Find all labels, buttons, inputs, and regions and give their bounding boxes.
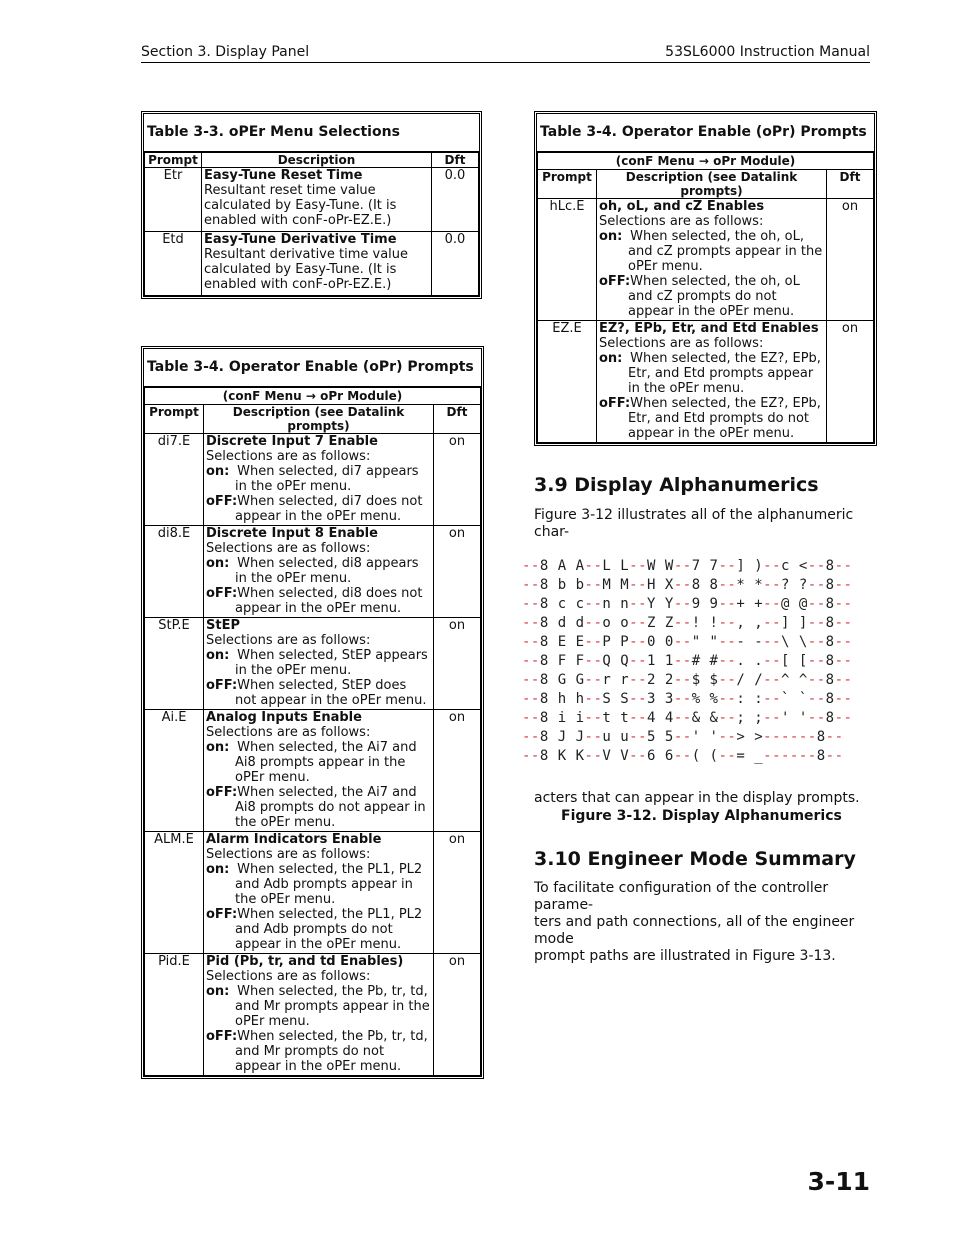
- column-header: Prompt: [145, 153, 202, 168]
- page-header: [141, 44, 870, 63]
- description-cell: [204, 526, 434, 618]
- row-title: EZ?, EPb, Etr, and Etd Enables: [599, 321, 819, 336]
- prompt-cell: EZ.E: [538, 321, 597, 443]
- row-title: Easy-Tune Reset Time: [204, 168, 363, 183]
- table-row: [145, 618, 481, 710]
- description-cell: [204, 710, 434, 832]
- table-row: [145, 954, 481, 1076]
- option-key: oFF:: [206, 907, 238, 922]
- page-number: 3-11: [807, 1167, 870, 1196]
- option-text: When selected, di8 appears in the oPEr menu.: [235, 556, 419, 586]
- option-key: on:: [206, 984, 230, 999]
- table-row: [538, 199, 874, 321]
- prompt-cell: Ai.E: [145, 710, 204, 832]
- selections-intro: Selections are as follows:: [206, 633, 371, 648]
- column-header: Description (see Datalink prompts): [597, 170, 827, 199]
- section-paragraph: acters that can appear in the display prompts.: [534, 790, 860, 806]
- option-key: oFF:: [206, 494, 238, 509]
- paragraph-line: ters and path connections, all of the engineer mode: [534, 914, 855, 947]
- row-title: StEP: [206, 618, 240, 633]
- description-line: Resultant derivative time value: [204, 247, 409, 262]
- row-title: Discrete Input 7 Enable: [206, 434, 378, 449]
- option-on: [206, 984, 431, 1029]
- option-off: [206, 678, 431, 708]
- default-cell: on: [827, 321, 874, 443]
- option-text: When selected, StEP does not appear in the oPEr menu.: [235, 678, 427, 708]
- option-text: When selected, di7 appears in the oPEr menu.: [235, 464, 419, 494]
- table-row: [538, 321, 874, 443]
- description-line: calculated by Easy-Tune. (It is: [204, 198, 397, 213]
- default-cell: on: [434, 710, 481, 832]
- section-paragraph: [534, 880, 874, 965]
- description-cell: [597, 199, 827, 321]
- description-cell: [204, 434, 434, 526]
- option-on: [206, 862, 431, 907]
- prompt-cell: StP.E: [145, 618, 204, 710]
- option-text: When selected, the oh, oL, and cZ prompts appear in the oPEr menu.: [628, 229, 823, 274]
- selections-intro: Selections are as follows:: [599, 336, 764, 351]
- option-key: oFF:: [599, 396, 631, 411]
- option-text: When selected, the Ai7 and Ai8 prompts appear in the oPEr menu.: [235, 740, 417, 785]
- column-header: Dft: [432, 153, 479, 168]
- option-key: oFF:: [599, 274, 631, 289]
- row-title: Analog Inputs Enable: [206, 710, 362, 725]
- display-alphanumerics-figure: --8 A A--L L--W W--7 7--] )--c <--8-- --8 b b--M M--H X--8 8--* *--? ?--8-- --8 c c--n n--Y Y--9 9--+ +--@ @--8-- --8 d d--o o--Z Z--! !--, ,--] ]--8-- --8 E E--P P--0 0--" "--- ---\ \--8-- --8 F F--Q Q--1 1--# #--. .--[ [--8-- --8 G G--r r--2 2--$ $--/ /--^ ^--8-- --8 h h--S S--3 3--% %--: :--` `--8-- --8 i i--t t--4 4--& &--; ;--' '--8-- --8 J J--u u--5 5--' '--> >------8-- --8 K K--V V--6 6--( (--= _------8--: [522, 558, 853, 764]
- prompt-cell: ALM.E: [145, 832, 204, 954]
- option-on: [599, 351, 824, 396]
- option-key: on:: [599, 229, 623, 244]
- option-on: [206, 556, 431, 586]
- section-heading-3-10: 3.10 Engineer Mode Summary: [534, 848, 856, 870]
- option-key: on:: [206, 464, 230, 479]
- selections-intro: Selections are as follows:: [206, 725, 371, 740]
- option-text: When selected, the PL1, PL2 and Adb prompts do not appear in the oPEr menu.: [235, 907, 423, 952]
- description-line: enabled with conF-oPr-EZ.E.): [204, 213, 392, 228]
- option-text: When selected, StEP appears in the oPEr menu.: [235, 648, 428, 678]
- description-cell: [204, 954, 434, 1076]
- default-cell: on: [434, 954, 481, 1076]
- figure-caption: Figure 3-12. Display Alphanumerics: [561, 808, 842, 824]
- description-cell: [202, 168, 432, 232]
- header-section: Section 3. Display Panel: [141, 44, 310, 60]
- option-on: [206, 464, 431, 494]
- selections-intro: Selections are as follows:: [206, 847, 371, 862]
- option-text: When selected, the EZ?, EPb, Etr, and Etd prompts appear in the oPEr menu.: [628, 351, 821, 396]
- default-cell: on: [434, 526, 481, 618]
- row-title: Discrete Input 8 Enable: [206, 526, 378, 541]
- option-key: on:: [599, 351, 623, 366]
- default-cell: 0.0: [432, 168, 479, 232]
- table-subtitle: (conF Menu → oPr Module): [145, 388, 481, 405]
- table-caption: Table 3-4. Operator Enable (oPr) Prompts: [537, 114, 874, 152]
- option-text: When selected, di7 does not appear in the oPEr menu.: [235, 494, 423, 524]
- table-3-4-part2: [536, 113, 875, 444]
- option-off: [206, 785, 431, 830]
- table-row: [145, 832, 481, 954]
- option-text: When selected, the Pb, tr, td, and Mr prompts do not appear in the oPEr menu.: [235, 1029, 428, 1074]
- option-key: oFF:: [206, 586, 238, 601]
- table-row: [145, 168, 479, 232]
- prompt-cell: Etr: [145, 168, 202, 232]
- selections-intro: Selections are as follows:: [206, 449, 371, 464]
- option-text: When selected, the PL1, PL2 and Adb prompts appear in the oPEr menu.: [235, 862, 423, 907]
- selections-intro: Selections are as follows:: [206, 969, 371, 984]
- prompt-cell: Pid.E: [145, 954, 204, 1076]
- option-key: on:: [206, 740, 230, 755]
- prompt-cell: di8.E: [145, 526, 204, 618]
- option-off: [599, 274, 824, 319]
- row-title: Easy-Tune Derivative Time: [204, 232, 397, 247]
- option-key: oFF:: [206, 678, 238, 693]
- default-cell: on: [827, 199, 874, 321]
- table-3-4-part1: [143, 348, 482, 1077]
- prompt-cell: Etd: [145, 232, 202, 296]
- default-cell: on: [434, 434, 481, 526]
- option-key: oFF:: [206, 785, 238, 800]
- description-line: enabled with conF-oPr-EZ.E.): [204, 277, 392, 292]
- row-title: oh, oL, and cZ Enables: [599, 199, 765, 214]
- option-off: [206, 494, 431, 524]
- option-text: When selected, the oh, oL and cZ prompts do not appear in the oPEr menu.: [628, 274, 800, 319]
- column-header: Dft: [434, 405, 481, 434]
- paragraph-line: To facilitate configuration of the controller parame-: [534, 880, 829, 913]
- option-off: [206, 907, 431, 952]
- column-header: Description: [202, 153, 432, 168]
- table-caption: Table 3-3. oPEr Menu Selections: [144, 114, 479, 152]
- selections-intro: Selections are as follows:: [206, 541, 371, 556]
- prompt-cell: di7.E: [145, 434, 204, 526]
- default-cell: on: [434, 618, 481, 710]
- option-off: [206, 1029, 431, 1074]
- section-paragraph: Figure 3-12 illustrates all of the alphanumeric char-: [534, 507, 854, 540]
- description-line: calculated by Easy-Tune. (It is: [204, 262, 397, 277]
- table-caption: Table 3-4. Operator Enable (oPr) Prompts: [144, 349, 481, 387]
- option-text: When selected, the Ai7 and Ai8 prompts do not appear in the oPEr menu.: [235, 785, 426, 830]
- column-header: Prompt: [145, 405, 204, 434]
- table-row: [145, 434, 481, 526]
- selections-intro: Selections are as follows:: [599, 214, 764, 229]
- description-cell: [204, 832, 434, 954]
- row-title: Alarm Indicators Enable: [206, 832, 382, 847]
- description-cell: [202, 232, 432, 296]
- table-row: [145, 526, 481, 618]
- default-cell: 0.0: [432, 232, 479, 296]
- prompt-cell: hLc.E: [538, 199, 597, 321]
- option-off: [599, 396, 824, 441]
- row-title: Pid (Pb, tr, and td Enables): [206, 954, 404, 969]
- option-key: on:: [206, 556, 230, 571]
- option-on: [206, 740, 431, 785]
- table-3-3: [143, 113, 480, 297]
- option-text: When selected, the Pb, tr, td, and Mr prompts appear in the oPEr menu.: [235, 984, 430, 1029]
- option-on: [206, 648, 431, 678]
- description-line: Resultant reset time value: [204, 183, 376, 198]
- table-subtitle: (conF Menu → oPr Module): [538, 153, 874, 170]
- column-header: Prompt: [538, 170, 597, 199]
- paragraph-line: prompt paths are illustrated in Figure 3-13.: [534, 948, 836, 964]
- description-cell: [597, 321, 827, 443]
- option-text: When selected, di8 does not appear in the oPEr menu.: [235, 586, 423, 616]
- option-text: When selected, the EZ?, EPb, Etr, and Etd prompts do not appear in the oPEr menu.: [628, 396, 821, 441]
- table-row: [145, 710, 481, 832]
- column-header: Description (see Datalink prompts): [204, 405, 434, 434]
- option-key: on:: [206, 862, 230, 877]
- option-key: oFF:: [206, 1029, 238, 1044]
- column-header: Dft: [827, 170, 874, 199]
- section-heading-3-9: 3.9 Display Alphanumerics: [534, 474, 819, 496]
- option-off: [206, 586, 431, 616]
- description-cell: [204, 618, 434, 710]
- option-key: on:: [206, 648, 230, 663]
- header-manual-title: 53SL6000 Instruction Manual: [665, 44, 870, 60]
- option-on: [599, 229, 824, 274]
- default-cell: on: [434, 832, 481, 954]
- table-row: [145, 232, 479, 296]
